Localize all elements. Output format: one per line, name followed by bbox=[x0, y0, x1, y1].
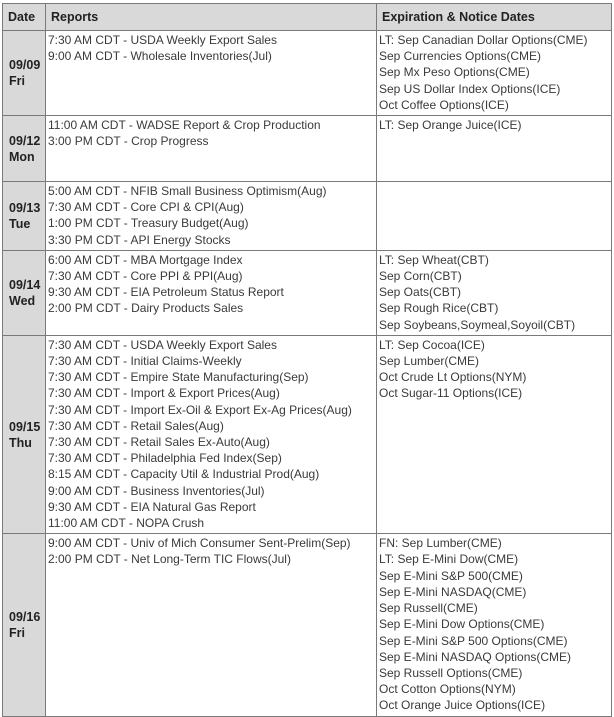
day-of-week: Tue bbox=[9, 216, 31, 231]
date-value: 09/15 bbox=[9, 419, 41, 434]
expiration-item: Sep E-Mini Dow Options(CME) bbox=[379, 617, 545, 632]
report-item: 9:00 AM CDT - Wholesale Inventories(Jul) bbox=[48, 49, 272, 64]
report-item: 2:00 PM CDT - Net Long-Term TIC Flows(Jul) bbox=[48, 552, 291, 567]
header-row bbox=[3, 4, 612, 31]
report-item: 7:30 AM CDT - Core CPI & CPI(Aug) bbox=[48, 200, 244, 215]
expiration-item: Sep Currencies Options(CME) bbox=[379, 49, 542, 64]
expiration-cell bbox=[377, 534, 612, 716]
expiration-item: LT: Sep E-Mini Dow(CME) bbox=[379, 552, 519, 567]
report-item: 7:30 AM CDT - USDA Weekly Export Sales bbox=[48, 33, 277, 47]
expiration-item: LT: Sep Orange Juice(ICE) bbox=[379, 118, 522, 133]
report-item: 7:30 AM CDT - Empire State Manufacturing(Sep) bbox=[48, 370, 309, 385]
date-value: 09/14 bbox=[9, 277, 41, 292]
expiration-item: Sep E-Mini NASDAQ Options(CME) bbox=[379, 649, 572, 664]
expiration-item: FN: Sep Lumber(CME) bbox=[379, 536, 502, 551]
reports-cell bbox=[46, 534, 377, 716]
expiration-cell bbox=[377, 250, 612, 335]
reports-cell bbox=[46, 335, 377, 533]
expiration-item: Oct Coffee Options(ICE) bbox=[379, 97, 509, 112]
expiration-item: LT: Sep Canadian Dollar Options(CME) bbox=[379, 33, 588, 47]
date-cell bbox=[3, 250, 46, 335]
expiration-item: Sep E-Mini S&P 500(CME) bbox=[379, 568, 523, 583]
report-item: 6:00 AM CDT - MBA Mortgage Index bbox=[48, 252, 243, 267]
report-item: 3:30 PM CDT - API Energy Stocks bbox=[48, 232, 231, 247]
reports-cell bbox=[46, 31, 377, 116]
day-of-week: Thu bbox=[9, 435, 32, 450]
expiration-item: Sep Rough Rice(CBT) bbox=[379, 301, 499, 316]
expiration-item: Sep E-Mini S&P 500 Options(CME) bbox=[379, 633, 568, 648]
reports-column-header: Reports bbox=[46, 4, 377, 31]
calendar-row bbox=[3, 335, 612, 533]
report-item: 11:00 AM CDT - NOPA Crush bbox=[48, 516, 205, 531]
calendar-row bbox=[3, 116, 612, 182]
report-item: 3:00 PM CDT - Crop Progress bbox=[48, 134, 209, 149]
expiration-item: Sep E-Mini NASDAQ(CME) bbox=[379, 584, 527, 599]
date-column-header: Date bbox=[3, 4, 46, 31]
expiration-item: Sep Lumber(CME) bbox=[379, 354, 480, 369]
report-item: 5:00 AM CDT - NFIB Small Business Optimism(Aug) bbox=[48, 184, 327, 199]
expiration-cell bbox=[377, 116, 612, 182]
expiration-item: Oct Cotton Options(NYM) bbox=[379, 682, 516, 697]
day-of-week: Mon bbox=[9, 149, 35, 164]
expiration-item: Sep Mx Peso Options(CME) bbox=[379, 65, 530, 80]
day-of-week: Fri bbox=[9, 625, 25, 640]
date-value: 09/16 bbox=[9, 609, 41, 624]
expiration-item: Oct Crude Lt Options(NYM) bbox=[379, 370, 527, 385]
expiration-cell bbox=[377, 182, 612, 251]
reports-cell bbox=[46, 250, 377, 335]
calendar-row bbox=[3, 31, 612, 116]
expiration-item: LT: Sep Cocoa(ICE) bbox=[379, 337, 485, 352]
expiration-item: Sep Russell(CME) bbox=[379, 601, 478, 616]
date-cell bbox=[3, 31, 46, 116]
expiration-item: Sep Soybeans,Soymeal,Soyoil(CBT) bbox=[379, 317, 576, 332]
expiration-item: Sep Corn(CBT) bbox=[379, 269, 462, 284]
calendar-body bbox=[3, 31, 612, 717]
report-item: 7:30 AM CDT - Philadelphia Fed Index(Sep) bbox=[48, 451, 282, 466]
economic-calendar-table bbox=[2, 3, 612, 717]
expiration-column-header: Expiration & Notice Dates bbox=[377, 4, 612, 31]
date-cell bbox=[3, 182, 46, 251]
day-of-week: Wed bbox=[9, 293, 36, 308]
report-item: 7:30 AM CDT - Import & Export Prices(Aug) bbox=[48, 386, 280, 401]
report-item: 7:30 AM CDT - Initial Claims-Weekly bbox=[48, 354, 242, 369]
report-item: 7:30 AM CDT - Core PPI & PPI(Aug) bbox=[48, 269, 243, 284]
calendar-row bbox=[3, 250, 612, 335]
report-item: 7:30 AM CDT - Retail Sales Ex-Auto(Aug) bbox=[48, 435, 270, 450]
report-item: 8:15 AM CDT - Capacity Util & Industrial Prod(Aug) bbox=[48, 467, 320, 482]
expiration-item: Oct Orange Juice Options(ICE) bbox=[379, 698, 546, 713]
expiration-item: Sep US Dollar Index Options(ICE) bbox=[379, 81, 561, 96]
report-item: 7:30 AM CDT - USDA Weekly Export Sales bbox=[48, 337, 277, 352]
expiration-item: Oct Sugar-11 Options(ICE) bbox=[379, 386, 523, 401]
report-item: 11:00 AM CDT - WADSE Report & Crop Production bbox=[48, 118, 321, 133]
day-of-week: Fri bbox=[9, 74, 25, 88]
report-item: 7:30 AM CDT - Retail Sales(Aug) bbox=[48, 418, 224, 433]
date-cell bbox=[3, 335, 46, 533]
expiration-item: LT: Sep Wheat(CBT) bbox=[379, 252, 489, 267]
expiration-item: Sep Russell Options(CME) bbox=[379, 665, 523, 680]
date-value: 09/09 bbox=[9, 58, 41, 72]
calendar-row bbox=[3, 182, 612, 251]
expiration-cell bbox=[377, 31, 612, 116]
date-value: 09/12 bbox=[9, 133, 41, 148]
date-cell bbox=[3, 534, 46, 716]
calendar-row bbox=[3, 534, 612, 716]
report-item: 7:30 AM CDT - Import Ex-Oil & Export Ex-Ag Prices(Aug) bbox=[48, 402, 352, 417]
expiration-item: Sep Oats(CBT) bbox=[379, 285, 462, 300]
report-item: 9:00 AM CDT - Univ of Mich Consumer Sent-Prelim(Sep) bbox=[48, 536, 351, 551]
report-item: 2:00 PM CDT - Dairy Products Sales bbox=[48, 301, 244, 316]
report-item: 9:30 AM CDT - EIA Natural Gas Report bbox=[48, 499, 256, 514]
report-item: 1:00 PM CDT - Treasury Budget(Aug) bbox=[48, 216, 249, 231]
expiration-cell bbox=[377, 335, 612, 533]
report-item: 9:00 AM CDT - Business Inventories(Jul) bbox=[48, 483, 265, 498]
date-value: 09/13 bbox=[9, 200, 41, 215]
date-cell bbox=[3, 116, 46, 182]
reports-cell bbox=[46, 116, 377, 182]
report-item: 9:30 AM CDT - EIA Petroleum Status Report bbox=[48, 285, 284, 300]
reports-cell bbox=[46, 182, 377, 251]
